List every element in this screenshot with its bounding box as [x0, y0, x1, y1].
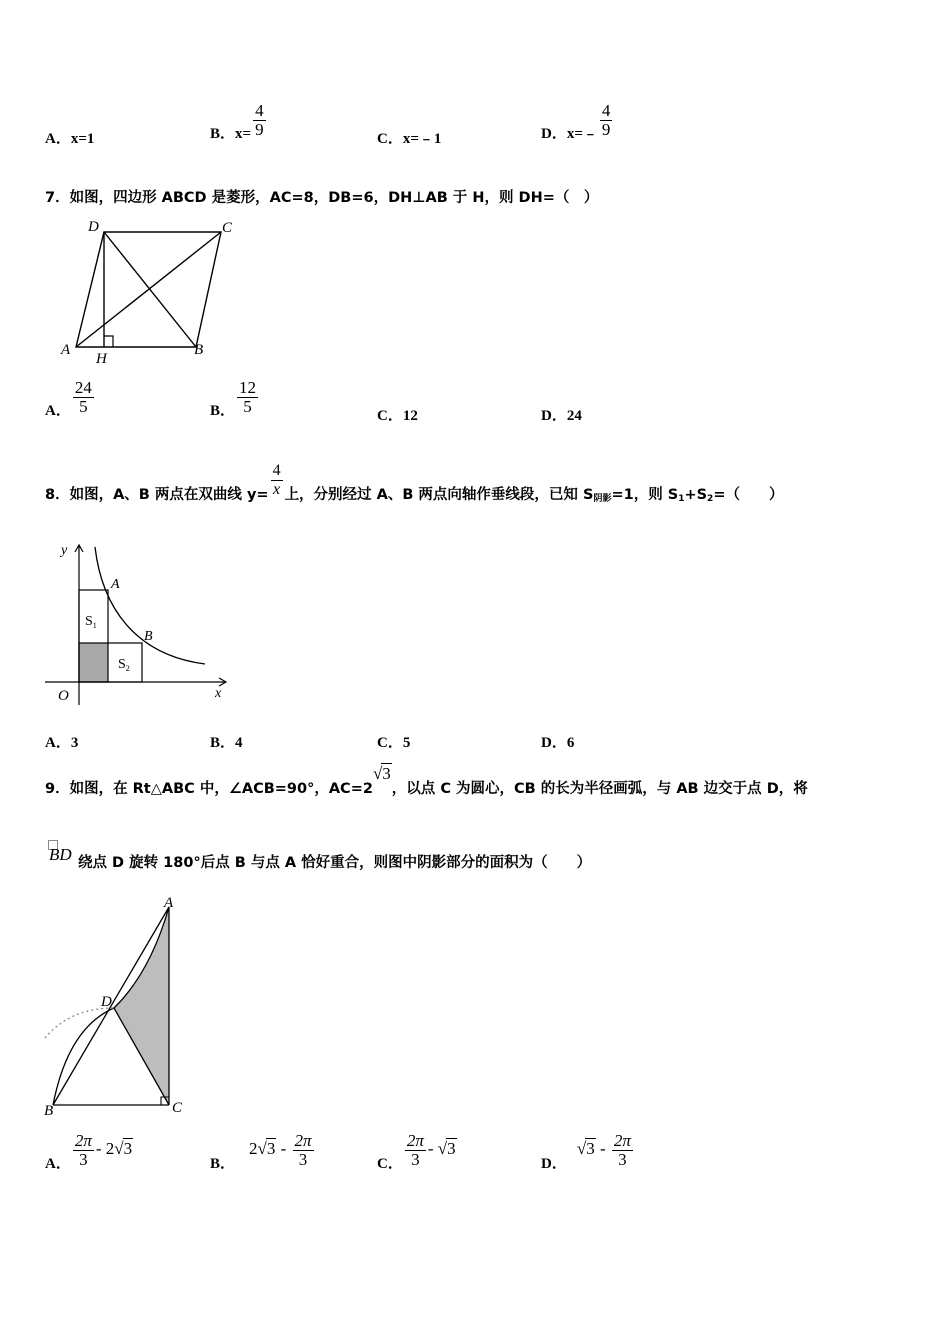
q9-option-c-fraction — [405, 1132, 426, 1169]
q7-option-a — [45, 378, 96, 419]
option-label: A． — [45, 1156, 71, 1172]
option-b-mid: - — [276, 1138, 291, 1158]
q9-stem-line1 — [45, 763, 808, 797]
q8-stem-rest — [285, 487, 784, 503]
fraction-numerator: 2π — [613, 1131, 631, 1150]
q7-option-b-fraction — [237, 379, 258, 416]
s2-index: 2 — [125, 664, 130, 673]
shaded-region — [79, 643, 108, 682]
fraction-numerator: 24 — [74, 378, 92, 397]
q9-sqrt: √3 — [372, 764, 391, 783]
q8-option-a: A．3 — [45, 735, 79, 751]
option-label: B． — [210, 403, 236, 419]
label-h: H — [96, 351, 107, 367]
q8-stem-part5: =（ ） — [713, 486, 784, 503]
q9-option-a-fraction — [73, 1132, 94, 1169]
q6-option-a: A．x=1 — [45, 131, 95, 147]
fraction-numerator: 2π — [406, 1131, 424, 1150]
fraction-denominator: 3 — [79, 1150, 88, 1169]
fraction-numerator: 2π — [74, 1131, 92, 1150]
option-b-head: 2 — [249, 1138, 258, 1158]
q6-option-d-prefix: D．x=﹣ — [541, 126, 598, 142]
q8-option-b: B．4 — [210, 735, 243, 751]
label-c: C — [172, 1100, 183, 1116]
q8-stem — [45, 462, 784, 504]
fraction-denominator: x — [273, 481, 281, 498]
fraction-denominator: 5 — [243, 397, 252, 416]
q7-option-c: C．12 — [377, 408, 418, 424]
option-label: A． — [45, 403, 71, 419]
q8-stem-part2: 上，分别经过 A、B 两点向轴作垂线段，已知 S — [284, 486, 594, 503]
option-label: C． — [377, 1156, 403, 1172]
q8-hyperbola-fraction — [271, 462, 283, 499]
fraction-denominator: 3 — [298, 1150, 308, 1169]
q7-stem: 7．如图，四边形 ABCD 是菱形，AC=8，DB=6，DH⊥AB 于 H，则 DH=（ ） — [45, 190, 599, 206]
q9-option-b-fraction — [293, 1132, 314, 1169]
q8-option-c: C．5 — [377, 735, 411, 751]
q9-option-a — [45, 1131, 133, 1172]
q6-option-c: C．x=﹣1 — [377, 131, 442, 147]
fraction-denominator: 9 — [601, 120, 611, 139]
q9-stem-line2: 绕点 D 旋转 180°后点 B 与点 A 恰好重合，则图中阴影部分的面积为（ ） — [78, 855, 592, 871]
option-label: B． — [210, 1156, 236, 1172]
fraction-denominator: 3 — [618, 1150, 627, 1169]
q9-stem-part2: ，以点 C 为圆心，CB 的长为半径画弧，与 AB 边交于点 D，将 — [391, 781, 808, 797]
faint-arc-trace — [45, 1008, 114, 1038]
label-s1 — [85, 614, 97, 630]
q8-option-d: D．6 — [541, 735, 575, 751]
radicand: 3 — [586, 1138, 595, 1158]
q6-option-b-fraction — [253, 102, 266, 139]
option-label: D． — [541, 1156, 567, 1172]
label-a: A — [61, 342, 71, 358]
s2-subscript: 2 — [707, 493, 714, 504]
option-b-sqrt: √3 — [257, 1138, 276, 1158]
q8-stem-part4: +S — [684, 486, 708, 503]
q6-option-d-fraction — [600, 102, 613, 139]
option-d-mid: - — [595, 1138, 610, 1158]
q7-option-d: D．24 — [541, 408, 582, 424]
q9-triangle-figure — [40, 893, 200, 1123]
right-angle-mark — [104, 336, 113, 347]
fraction-denominator: 3 — [411, 1150, 420, 1169]
radicand: 3 — [266, 1138, 276, 1158]
radicand: 3 — [447, 1138, 456, 1158]
q9-option-c — [377, 1131, 457, 1172]
fraction-denominator: 5 — [79, 397, 88, 416]
shade-subscript: 阴影 — [593, 493, 612, 504]
fraction-numerator: 4 — [272, 462, 281, 479]
hyperbola-curve — [92, 547, 205, 664]
label-o: O — [58, 688, 69, 704]
q6-option-b — [210, 101, 268, 142]
diagonal-db — [104, 232, 196, 347]
q9-option-b — [210, 1131, 316, 1172]
label-c: C — [222, 220, 233, 236]
label-a: A — [164, 895, 174, 911]
q9-option-d-fraction — [612, 1132, 633, 1169]
option-d-sqrt: √3 — [576, 1138, 595, 1158]
option-c-sqrt: √3 — [437, 1138, 456, 1158]
q8-hyperbola-figure — [40, 537, 240, 707]
label-d: D — [88, 219, 99, 235]
fraction-numerator: 4 — [601, 101, 611, 120]
radicand: 3 — [382, 764, 391, 783]
fraction-numerator: 2π — [294, 1131, 312, 1150]
label-a: A — [111, 577, 120, 592]
label-s2 — [118, 657, 130, 673]
q7-option-a-fraction — [73, 379, 94, 416]
q6-option-d — [541, 101, 614, 142]
shaded-region — [114, 907, 169, 1105]
q8-stem-part1: 8．如图，A、B 两点在双曲线 y= — [45, 486, 269, 503]
label-b: B — [144, 629, 153, 644]
label-y: y — [61, 543, 68, 558]
fraction-numerator: 12 — [239, 378, 257, 397]
s2-letter: S — [118, 657, 126, 672]
option-c-mid: - — [427, 1138, 438, 1158]
fraction-numerator: 4 — [255, 101, 264, 120]
s1-index: 1 — [92, 621, 97, 630]
s1-subscript: 1 — [678, 493, 685, 504]
arc-bd-label: BD — [49, 845, 72, 864]
option-a-tail: - 2 — [95, 1138, 115, 1158]
fraction-denominator: 9 — [255, 120, 264, 139]
s1-letter: S — [85, 614, 93, 629]
label-x: x — [215, 686, 222, 701]
q8-stem-part3: =1，则 S — [611, 486, 679, 503]
option-a-sqrt: √3 — [114, 1138, 133, 1158]
q6-option-b-prefix: B．x= — [210, 126, 252, 142]
label-b: B — [194, 342, 204, 358]
q7-option-b — [210, 378, 260, 419]
q9-option-d — [541, 1131, 635, 1172]
label-d: D — [101, 994, 112, 1010]
q7-rhombus-figure — [55, 212, 240, 372]
label-b: B — [44, 1103, 54, 1119]
radicand: 3 — [123, 1138, 133, 1158]
q9-stem-part1: 9．如图，在 Rt△ABC 中，∠ACB=90°，AC=2 — [45, 781, 373, 797]
